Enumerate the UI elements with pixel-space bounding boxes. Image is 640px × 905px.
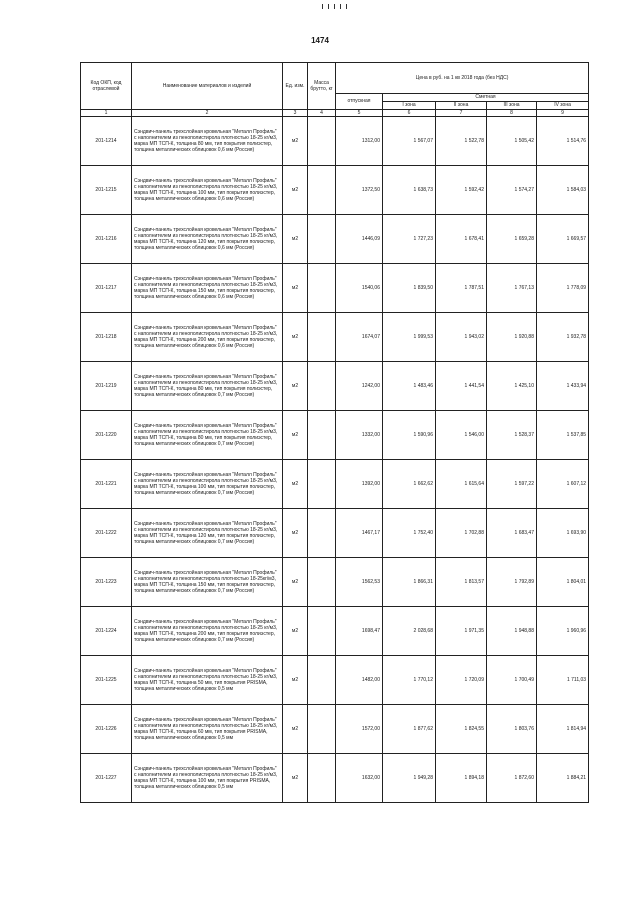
row-mass xyxy=(308,754,336,803)
row-zone2-price: 1 787,51 xyxy=(436,264,487,313)
header-unit: Ед. изм. xyxy=(283,63,308,110)
row-zone4-price: 1 711,03 xyxy=(537,656,589,705)
row-name: Сэндвич-панель трехслойная кровельная "Металл Профиль" с наполнителем из пенополистирола плотностью 18-25 кг/м3, марка МП ТСП-К, толщина 100 мм, тип покрытия PRISMA, толщина металлических облицовок 0,5 мм xyxy=(132,754,283,803)
row-mass xyxy=(308,460,336,509)
row-release-price: 1698,47 xyxy=(336,607,383,656)
row-zone2-price: 1 894,18 xyxy=(436,754,487,803)
row-unit: м2 xyxy=(283,313,308,362)
row-name: Сэндвич-панель трехслойная кровельная "Металл Профиль" с наполнителем из пенополистирола плотностью 18-25 кг/м3, марка МП ТСП-К, толщина 150 мм, тип покрытия полиэстер, толщина металлических облицовок 0,6 мм (Россия) xyxy=(132,264,283,313)
row-zone2-price: 1 943,02 xyxy=(436,313,487,362)
row-zone4-price: 1 814,94 xyxy=(537,705,589,754)
table-row xyxy=(81,166,589,215)
row-zone4-price: 1 693,90 xyxy=(537,509,589,558)
row-zone1-price: 1 866,31 xyxy=(383,558,436,607)
row-name: Сэндвич-панель трехслойная кровельная "Металл Профиль" с наполнителем из пенополистирола плотностью 18-25 кг/м3, марка МП ТСП-К, толщина 50 мм, тип покрытия PRISMA, толщина металлических облицовок 0,5 мм xyxy=(132,656,283,705)
row-zone1-price: 1 877,62 xyxy=(383,705,436,754)
row-zone1-price: 1 770,12 xyxy=(383,656,436,705)
table-row xyxy=(81,656,589,705)
row-zone4-price: 1 537,85 xyxy=(537,411,589,460)
row-mass xyxy=(308,558,336,607)
row-zone3-price: 1 597,22 xyxy=(487,460,537,509)
row-code: 201-1220 xyxy=(81,411,132,460)
row-zone3-price: 1 948,88 xyxy=(487,607,537,656)
row-mass xyxy=(308,313,336,362)
row-name: Сэндвич-панель трехслойная кровельная "Металл Профиль" с наполнителем из пенополистирола плотностью 18-25 кг/м3, марка МП ТСП-К, толщина 100 мм, тип покрытия полиэстер, толщина металлических облицовок 0,6 мм (Россия) xyxy=(132,166,283,215)
row-zone2-price: 1 824,55 xyxy=(436,705,487,754)
row-code: 201-1216 xyxy=(81,215,132,264)
row-zone1-price: 1 839,50 xyxy=(383,264,436,313)
row-unit: м2 xyxy=(283,656,308,705)
row-name: Сэндвич-панель трехслойная кровельная "Металл Профиль" с наполнителем из пенополистирола плотностью 18-25 кг/м3, марка МП ТСП-К, толщина 200 мм, тип покрытия полиэстер, толщина металлических облицовок 0,6 мм (Россия) xyxy=(132,313,283,362)
row-unit: м2 xyxy=(283,117,308,166)
row-zone4-price: 1 778,09 xyxy=(537,264,589,313)
table-row xyxy=(81,705,589,754)
row-zone1-price: 1 999,53 xyxy=(383,313,436,362)
header-release: отпускная xyxy=(336,94,383,110)
row-code: 201-1214 xyxy=(81,117,132,166)
row-code: 201-1218 xyxy=(81,313,132,362)
table-row xyxy=(81,509,589,558)
row-zone3-price: 1 528,37 xyxy=(487,411,537,460)
row-code: 201-1215 xyxy=(81,166,132,215)
header-estimate: Сметная xyxy=(383,94,589,102)
row-zone2-price: 1 546,00 xyxy=(436,411,487,460)
header-price: Цена в руб. на 1 кв 2018 года (без НДС) xyxy=(336,63,589,94)
row-zone3-price: 1 574,27 xyxy=(487,166,537,215)
row-zone3-price: 1 683,47 xyxy=(487,509,537,558)
row-mass xyxy=(308,264,336,313)
row-unit: м2 xyxy=(283,411,308,460)
row-zone1-price: 1 590,96 xyxy=(383,411,436,460)
row-zone2-price: 1 813,57 xyxy=(436,558,487,607)
row-mass xyxy=(308,411,336,460)
row-zone3-price: 1 792,89 xyxy=(487,558,537,607)
row-zone1-price: 1 662,62 xyxy=(383,460,436,509)
row-zone1-price: 1 949,28 xyxy=(383,754,436,803)
row-zone1-price: 1 483,46 xyxy=(383,362,436,411)
table-row xyxy=(81,362,589,411)
table-row xyxy=(81,215,589,264)
row-name: Сэндвич-панель трехслойная кровельная "Металл Профиль" с наполнителем из пенополистирола плотностью 18-25 кг/м3, марка МП ТСП-К, толщина 80 мм, тип покрытия полиэстер, толщина металлических облицовок 0,7 мм (Россия) xyxy=(132,411,283,460)
table-row xyxy=(81,264,589,313)
row-release-price: 1632,00 xyxy=(336,754,383,803)
row-name: Сэндвич-панель трехслойная кровельная "Металл Профиль" с наполнителем из пенополистирола плотностью 18-25 кг/м3, марка МП ТСП-К, толщина 200 мм, тип покрытия полиэстер, толщина металлических облицовок 0,7 мм (Россия) xyxy=(132,607,283,656)
column-number: 4 xyxy=(308,110,336,117)
row-mass xyxy=(308,215,336,264)
table-row xyxy=(81,411,589,460)
column-number: 9 xyxy=(537,110,589,117)
row-code: 201-1221 xyxy=(81,460,132,509)
row-zone4-price: 1 433,94 xyxy=(537,362,589,411)
row-unit: м2 xyxy=(283,509,308,558)
column-number: 6 xyxy=(383,110,436,117)
row-name: Сэндвич-панель трехслойная кровельная "Металл Профиль" с наполнителем из пенополистирола плотностью 18-25 кг/м3, марка МП ТСП-К, толщина 120 мм, тип покрытия полиэстер, толщина металлических облицовок 0,7 мм (Россия) xyxy=(132,509,283,558)
row-zone2-price: 1 678,41 xyxy=(436,215,487,264)
row-zone2-price: 1 441,54 xyxy=(436,362,487,411)
page-number: 1474 xyxy=(311,36,329,45)
header-zone3: III зона xyxy=(487,102,537,110)
row-name: Сэндвич-панель трехслойная кровельная "Металл Профиль" с наполнителем из пенополистирола плотностью 18-25 кг/м3, марка МП ТСП-К, толщина 120 мм, тип покрытия полиэстер, толщина металлических облицовок 0,6 мм (Россия) xyxy=(132,215,283,264)
row-release-price: 1332,00 xyxy=(336,411,383,460)
row-code: 201-1222 xyxy=(81,509,132,558)
header-zone1: I зона xyxy=(383,102,436,110)
row-zone2-price: 1 720,09 xyxy=(436,656,487,705)
row-zone4-price: 1 932,78 xyxy=(537,313,589,362)
row-zone4-price: 1 804,01 xyxy=(537,558,589,607)
price-table xyxy=(80,62,589,803)
row-zone3-price: 1 872,60 xyxy=(487,754,537,803)
row-zone3-price: 1 920,88 xyxy=(487,313,537,362)
row-mass xyxy=(308,117,336,166)
row-zone4-price: 1 584,03 xyxy=(537,166,589,215)
row-code: 201-1223 xyxy=(81,558,132,607)
table-row xyxy=(81,558,589,607)
row-name: Сэндвич-панель трехслойная кровельная "Металл Профиль" с наполнителем из пенополистирола плотностью 18-25 кг/м3, марка МП ТСП-К, толщина 60 мм, тип покрытия PRISMA, толщина металлических облицовок 0,5 мм xyxy=(132,705,283,754)
table-row xyxy=(81,607,589,656)
row-zone2-price: 1 592,42 xyxy=(436,166,487,215)
row-unit: м2 xyxy=(283,215,308,264)
row-release-price: 1392,00 xyxy=(336,460,383,509)
header-mass: Масса брутто, кг xyxy=(308,63,336,110)
row-zone4-price: 1 607,12 xyxy=(537,460,589,509)
row-zone3-price: 1 803,76 xyxy=(487,705,537,754)
row-release-price: 1562,53 xyxy=(336,558,383,607)
scan-mark xyxy=(322,4,362,10)
row-zone1-price: 1 638,73 xyxy=(383,166,436,215)
row-name: Сэндвич-панель трехслойная кровельная "Металл Профиль" с наполнителем из пенополистирола плотностью 18-25 кг/м3, марка МП ТСП-К, толщина 80 мм, тип покрытия полиэстер, толщина металлических облицовок 0,6 мм (Россия) xyxy=(132,117,283,166)
row-name: Сэндвич-панель трехслойная кровельная "Металл Профиль" с наполнителем из пенополистирола плотностью 18-25кг/м3, марка МП ТСП-К, толщина 150 мм, тип покрытия полиэстер, толщина металлических облицовок 0,7 мм (Россия) xyxy=(132,558,283,607)
row-code: 201-1219 xyxy=(81,362,132,411)
row-code: 201-1225 xyxy=(81,656,132,705)
row-mass xyxy=(308,362,336,411)
row-release-price: 1467,17 xyxy=(336,509,383,558)
row-zone2-price: 1 522,78 xyxy=(436,117,487,166)
row-zone2-price: 1 615,64 xyxy=(436,460,487,509)
row-release-price: 1372,50 xyxy=(336,166,383,215)
row-mass xyxy=(308,705,336,754)
column-numbers-row xyxy=(81,110,589,117)
row-zone3-price: 1 505,42 xyxy=(487,117,537,166)
header-code: Код ОКП, код отраслевой xyxy=(81,63,132,110)
row-release-price: 1540,06 xyxy=(336,264,383,313)
row-mass xyxy=(308,509,336,558)
row-zone4-price: 1 514,76 xyxy=(537,117,589,166)
row-zone3-price: 1 700,49 xyxy=(487,656,537,705)
row-zone2-price: 1 702,88 xyxy=(436,509,487,558)
row-zone4-price: 1 884,21 xyxy=(537,754,589,803)
row-release-price: 1312,00 xyxy=(336,117,383,166)
row-zone1-price: 1 752,40 xyxy=(383,509,436,558)
row-unit: м2 xyxy=(283,362,308,411)
row-name: Сэндвич-панель трехслойная кровельная "Металл Профиль" с наполнителем из пенополистирола плотностью 18-25 кг/м3, марка МП ТСП-К, толщина 80 мм, тип покрытия полиэстер, толщина металлических облицовок 0,7 мм (Россия) xyxy=(132,362,283,411)
row-mass xyxy=(308,166,336,215)
row-zone3-price: 1 659,28 xyxy=(487,215,537,264)
row-unit: м2 xyxy=(283,754,308,803)
row-unit: м2 xyxy=(283,558,308,607)
row-mass xyxy=(308,607,336,656)
column-number: 7 xyxy=(436,110,487,117)
row-release-price: 1242,00 xyxy=(336,362,383,411)
row-release-price: 1674,07 xyxy=(336,313,383,362)
column-number: 3 xyxy=(283,110,308,117)
row-zone1-price: 1 727,23 xyxy=(383,215,436,264)
header-name: Наименование материалов и изделий xyxy=(132,63,283,110)
row-zone3-price: 1 767,13 xyxy=(487,264,537,313)
column-number: 8 xyxy=(487,110,537,117)
row-zone1-price: 1 567,07 xyxy=(383,117,436,166)
row-code: 201-1224 xyxy=(81,607,132,656)
row-code: 201-1227 xyxy=(81,754,132,803)
table-row xyxy=(81,460,589,509)
row-unit: м2 xyxy=(283,705,308,754)
row-zone1-price: 2 028,68 xyxy=(383,607,436,656)
row-code: 201-1217 xyxy=(81,264,132,313)
column-number: 2 xyxy=(132,110,283,117)
row-code: 201-1226 xyxy=(81,705,132,754)
row-unit: м2 xyxy=(283,166,308,215)
table-row xyxy=(81,313,589,362)
row-zone3-price: 1 425,10 xyxy=(487,362,537,411)
row-unit: м2 xyxy=(283,607,308,656)
column-number: 1 xyxy=(81,110,132,117)
row-zone4-price: 1 960,96 xyxy=(537,607,589,656)
table-row xyxy=(81,754,589,803)
row-zone2-price: 1 971,35 xyxy=(436,607,487,656)
row-name: Сэндвич-панель трехслойная кровельная "Металл Профиль" с наполнителем из пенополистирола плотностью 18-25 кг/м3, марка МП ТСП-К, толщина 100 мм, тип покрытия полиэстер, толщина металлических облицовок 0,7 мм (Россия) xyxy=(132,460,283,509)
row-zone4-price: 1 669,57 xyxy=(537,215,589,264)
row-unit: м2 xyxy=(283,264,308,313)
column-number: 5 xyxy=(336,110,383,117)
table-row xyxy=(81,117,589,166)
header-zone2: II зона xyxy=(436,102,487,110)
row-mass xyxy=(308,656,336,705)
header-zone4: IV зона xyxy=(537,102,589,110)
row-release-price: 1446,09 xyxy=(336,215,383,264)
row-unit: м2 xyxy=(283,460,308,509)
row-release-price: 1482,00 xyxy=(336,656,383,705)
row-release-price: 1572,00 xyxy=(336,705,383,754)
